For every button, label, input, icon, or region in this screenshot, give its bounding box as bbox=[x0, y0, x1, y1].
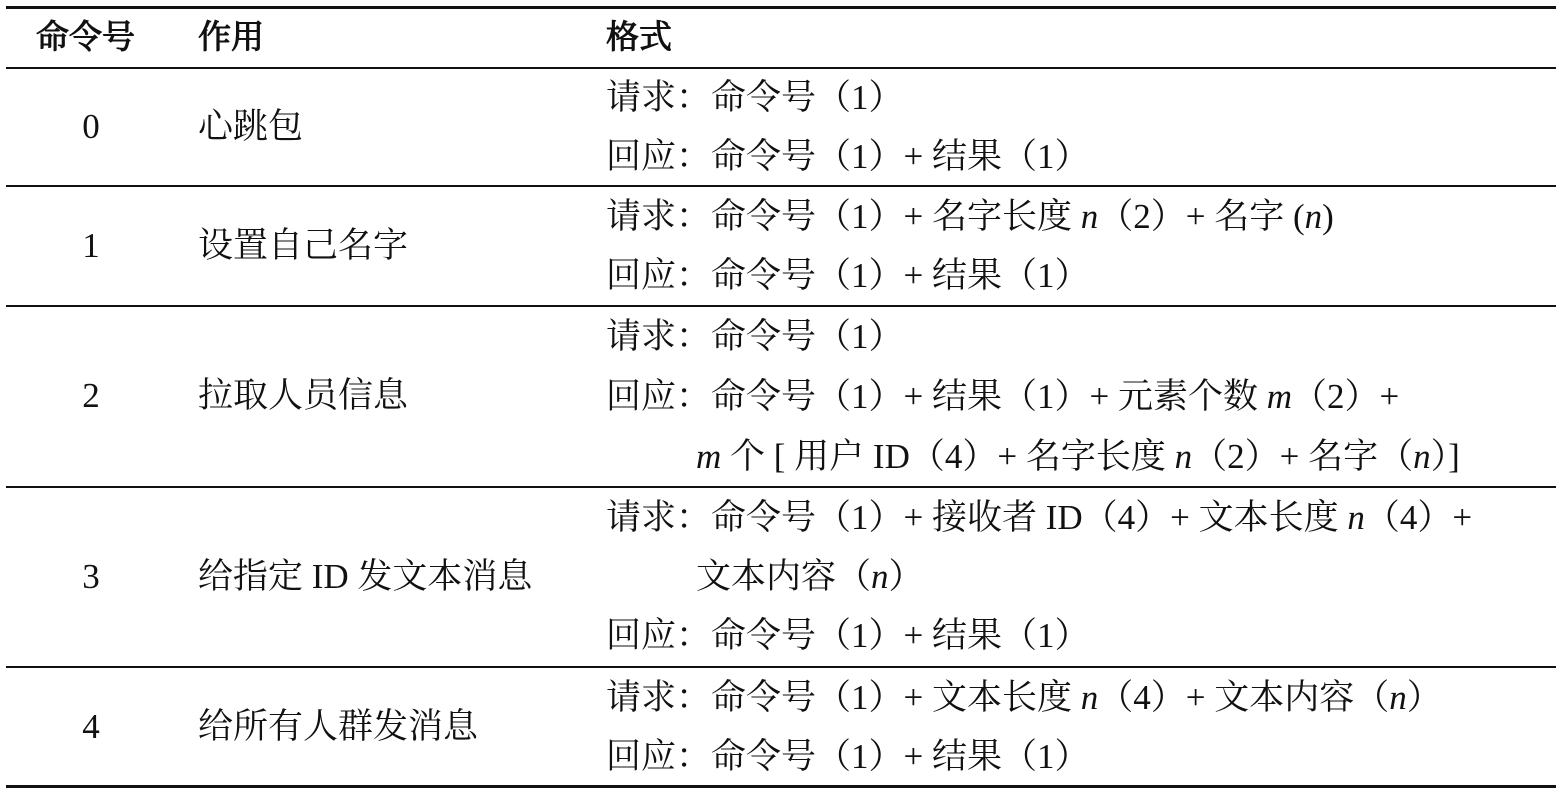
table-row-1-line-1: 请求：命令号（1）+ 名字长度 n（2）+ 名字 (n) bbox=[606, 197, 1334, 236]
table-row-0-line-1: 请求：命令号（1） bbox=[606, 78, 904, 117]
table-row-2-line-2: 回应：命令号（1）+ 结果（1）+ 元素个数 m（2）+ bbox=[606, 377, 1400, 416]
table-row-3-purpose: 给指定 ID 发文本消息 bbox=[198, 557, 533, 596]
table-row-4-number: 4 bbox=[82, 707, 100, 746]
table-row-3-line-3: 回应：命令号（1）+ 结果（1） bbox=[606, 616, 1090, 655]
table-row-1-line-2: 回应：命令号（1）+ 结果（1） bbox=[606, 256, 1090, 295]
table-row-4-purpose: 给所有人群发消息 bbox=[198, 707, 479, 746]
header-purpose: 作用 bbox=[198, 17, 264, 56]
table-row-4-line-1: 请求：命令号（1）+ 文本长度 n（4）+ 文本内容（n） bbox=[606, 678, 1442, 717]
table-row-3-line-2: 文本内容（n） bbox=[696, 557, 924, 596]
table-row-1-number: 1 bbox=[82, 226, 100, 265]
table-row-3-line-1: 请求：命令号（1）+ 接收者 ID（4）+ 文本长度 n（4）+ bbox=[606, 498, 1473, 537]
table-row-2-line-3: m 个 [ 用户 ID（4）+ 名字长度 n（2）+ 名字（n）] bbox=[696, 437, 1460, 476]
table-row-2-line-1: 请求：命令号（1） bbox=[606, 317, 904, 356]
table-row-2-number: 2 bbox=[82, 376, 100, 415]
table-row-2-purpose: 拉取人员信息 bbox=[198, 376, 409, 415]
header-format: 格式 bbox=[606, 17, 672, 56]
table-row-3-number: 3 bbox=[82, 557, 100, 596]
table-row-0-number: 0 bbox=[82, 107, 100, 146]
table-row-4-line-2: 回应：命令号（1）+ 结果（1） bbox=[606, 737, 1090, 776]
table-row-1-purpose: 设置自己名字 bbox=[198, 226, 409, 265]
table-row-0-line-2: 回应：命令号（1）+ 结果（1） bbox=[606, 137, 1090, 176]
table-row-0-purpose: 心跳包 bbox=[198, 107, 304, 146]
header-number: 命令号 bbox=[36, 17, 135, 56]
